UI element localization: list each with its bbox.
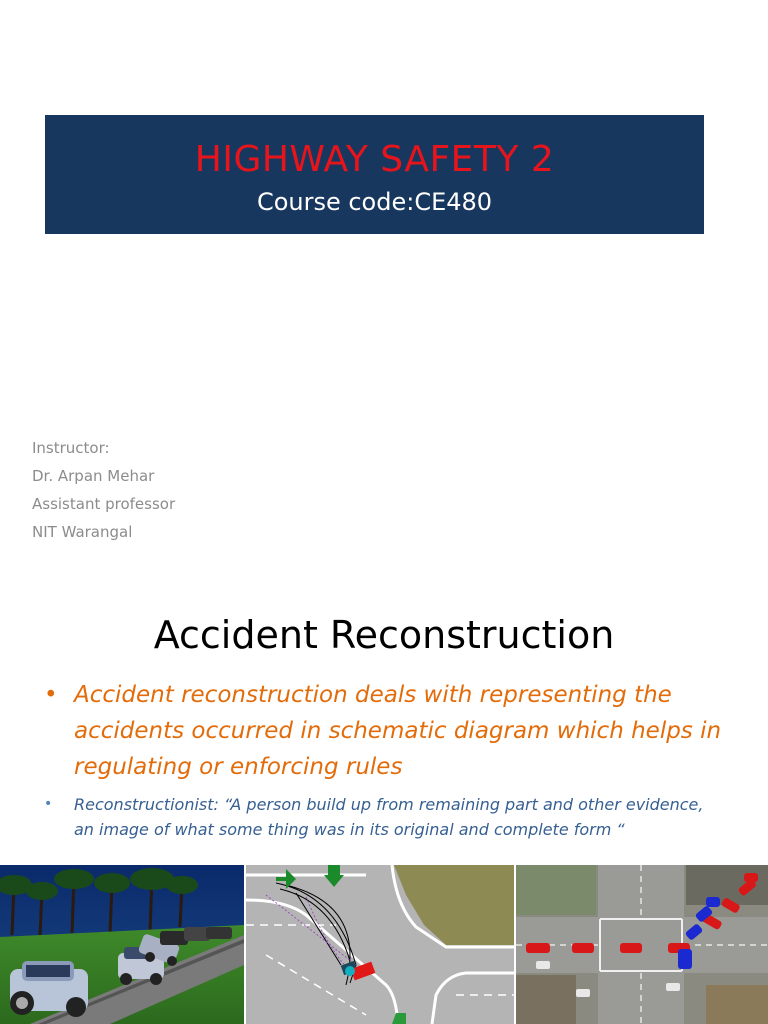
instructor-position: Assistant professor bbox=[32, 495, 176, 513]
intersection-schematic-image bbox=[246, 865, 514, 1024]
instructor-institute: NIT Warangal bbox=[32, 523, 133, 541]
night-crash-scene-image bbox=[0, 865, 244, 1024]
title-banner bbox=[45, 115, 704, 234]
bullet-item bbox=[44, 677, 734, 785]
bullet-marker: • bbox=[44, 796, 53, 812]
bullet-text: Reconstructionist: “A person build up from remaining part and other evidence, an image of what some thing was in its original and complete form “ bbox=[74, 795, 704, 839]
aerial-intersection-image bbox=[516, 865, 768, 1024]
course-code: Course code:CE480 bbox=[256, 188, 493, 216]
instructor-name: Dr. Arpan Mehar bbox=[32, 467, 155, 485]
course-title: HIGHWAY SAFETY 2 bbox=[194, 139, 555, 180]
illustration-strip bbox=[0, 865, 768, 1024]
bullet-text: Accident reconstruction deals with representing the accidents occurred in schematic diagram which helps in regulating or enforcing rules bbox=[74, 682, 722, 780]
bullet-marker: • bbox=[44, 682, 58, 708]
instructor-info bbox=[32, 434, 175, 546]
slide-2 bbox=[0, 585, 768, 1024]
slide-title: Accident Reconstruction bbox=[153, 613, 615, 657]
bullet-item bbox=[44, 792, 724, 842]
instructor-label: Instructor: bbox=[32, 439, 110, 457]
